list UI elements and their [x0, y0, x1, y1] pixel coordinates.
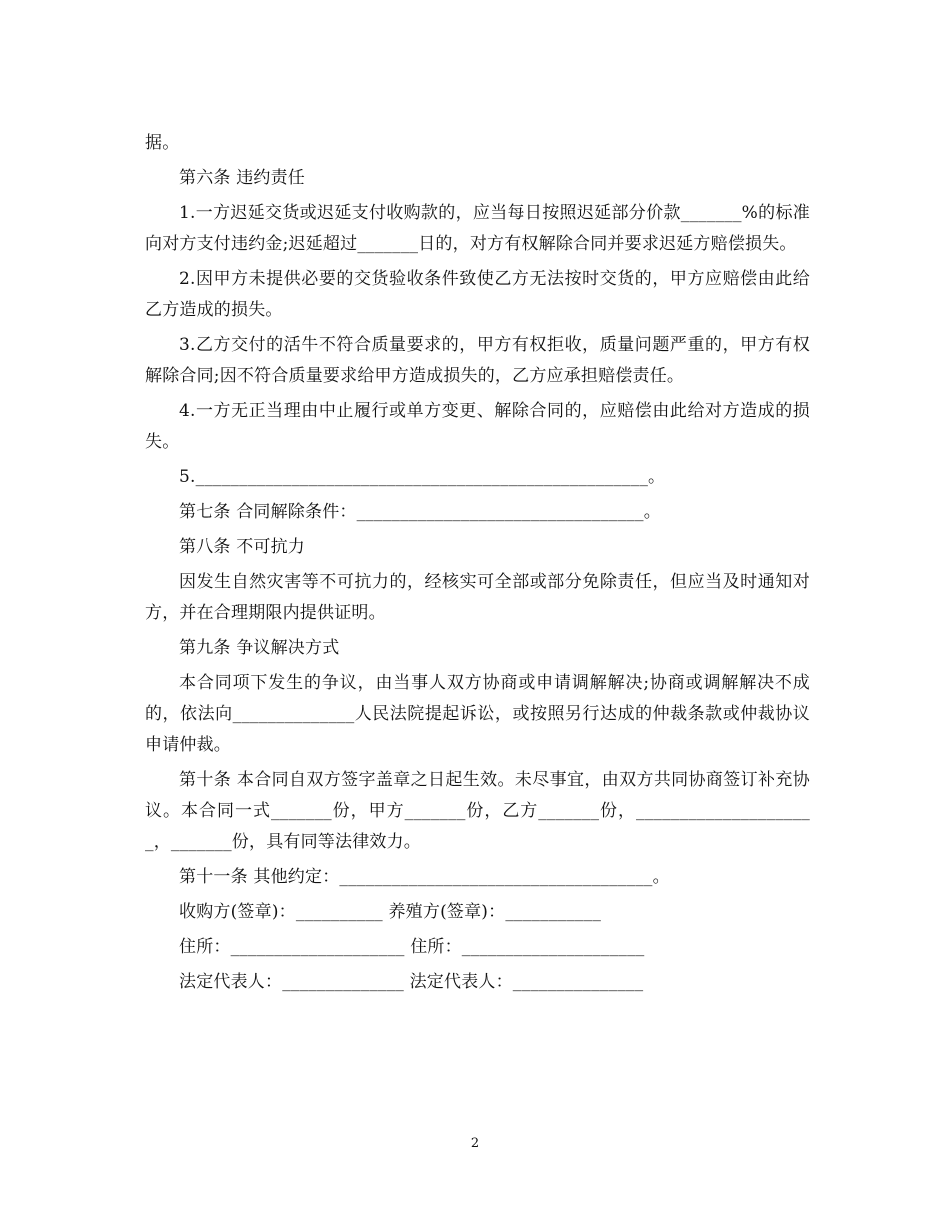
article-6-clause-3: 3.乙方交付的活牛不符合质量要求的，甲方有权拒收，质量问题严重的，甲方有权解除合同;因不符合质量要求给甲方造成损失的，乙方应承担赔偿责任。: [145, 335, 810, 386]
article-6-clause-1: 1.一方迟延交货或迟延支付收购款的，应当每日按照迟延部分价款_______%的标准向对方支付违约金;迟延超过_______日的，对方有权解除合同并要求迟延方赔偿损失。: [145, 203, 810, 254]
article-6-clause-4: 4.一方无正当理由中止履行或单方变更、解除合同的，应赔偿由此给对方造成的损失。: [145, 401, 810, 452]
article-6-clause-2: 2.因甲方未提供必要的交货验收条件致使乙方无法按时交货的，甲方应赔偿由此给乙方造成的损失。: [145, 269, 810, 320]
article-9-body: 本合同项下发生的争议，由当事人双方协商或申请调解解决;协商或调解解决不成的，依法向______________人民法院提起诉讼，或按照另行达成的仲裁条款或仲裁协议申请仲裁。: [145, 673, 810, 755]
article-9-heading: 第九条 争议解决方式: [179, 638, 340, 658]
article-11: 第十一条 其他约定：____________________________________。: [179, 867, 670, 887]
article-6-heading: 第六条 违约责任: [179, 168, 306, 188]
article-8-heading: 第八条 不可抗力: [179, 537, 306, 557]
signature-line: 收购方(签章)：__________ 养殖方(签章)：___________: [179, 902, 602, 922]
page-number: 2: [470, 1136, 480, 1151]
article-10: 第十条 本合同自双方签字盖章之日起生效。未尽事宜，由双方共同协商签订补充协议。本合同一式_______份，甲方_______份，乙方_______份，_____________________，_______份，具有同等法律效力。: [145, 770, 810, 852]
article-8-body: 因发生自然灾害等不可抗力的，经核实可全部或部分免除责任，但应当及时通知对方，并在合理期限内提供证明。: [145, 572, 810, 623]
legal-representative-line: 法定代表人：______________ 法定代表人：_______________: [179, 972, 644, 992]
article-6-clause-5: 5.____________________________________________________。: [179, 467, 666, 487]
address-line: 住所：____________________ 住所：_____________________: [179, 937, 645, 957]
continued-text: 据。: [145, 133, 180, 153]
article-7: 第七条 合同解除条件：_________________________________。: [179, 502, 661, 522]
document-body: [145, 128, 810, 1002]
